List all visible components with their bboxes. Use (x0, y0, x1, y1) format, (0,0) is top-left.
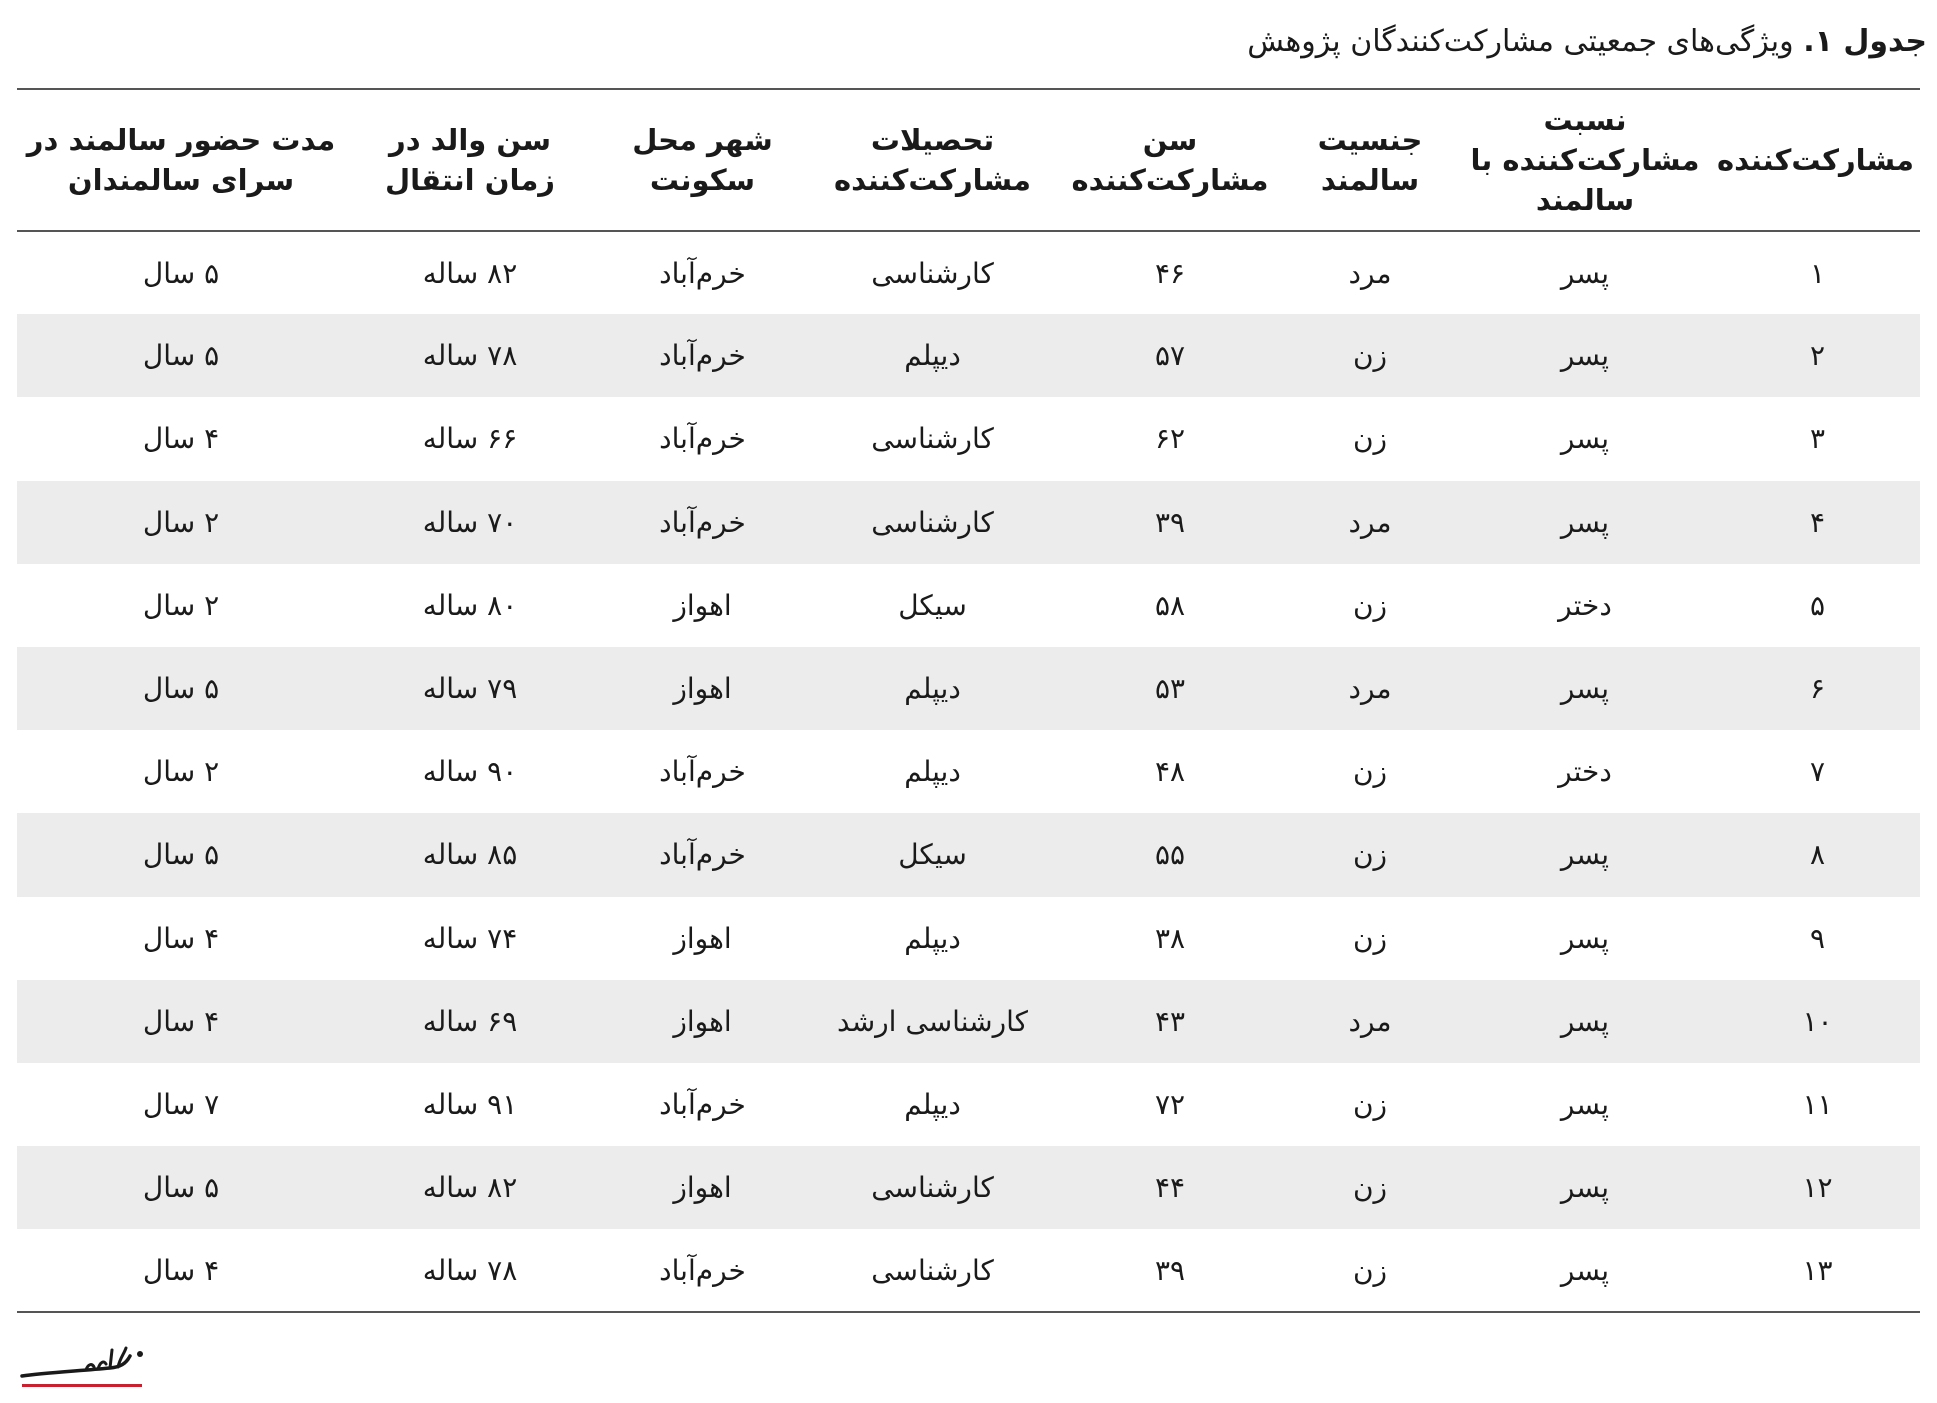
cell-education: کارشناسی ارشد (837, 1004, 1028, 1038)
cell-city: اهواز (673, 1171, 732, 1205)
cell-relation: دختر (1558, 588, 1612, 622)
cell-parent-age: ۷۰ ساله (422, 505, 518, 539)
table-row (17, 1063, 1920, 1146)
header-elder-gender: جنسیت سالمند (1285, 89, 1455, 231)
table-row (17, 813, 1920, 896)
table-row (17, 1146, 1920, 1229)
cell-participant-age: ۴۳ (1154, 1004, 1186, 1038)
cell-participant-age: ۶۲ (1154, 422, 1186, 456)
cell-parent-age: ۷۸ ساله (345, 1229, 595, 1312)
cell-elder-gender: زن (1285, 1229, 1455, 1312)
cell-parent-age: ۷۴ ساله (422, 921, 518, 955)
cell-stay-duration: ۵ سال (142, 1171, 220, 1205)
cell-participant: ۴ (1809, 505, 1826, 539)
cell-participant-age: ۵۷ (1154, 339, 1186, 373)
cell-city: خرم‌آباد (595, 1229, 810, 1312)
cell-participant: ۳ (1809, 422, 1826, 456)
cell-city: اهواز (673, 1004, 732, 1038)
header-participant: مشارکت‌کننده (1715, 89, 1920, 231)
cell-stay-duration: ۴ سال (142, 921, 220, 955)
caption-label: جدول ۱. (1803, 24, 1927, 59)
cell-parent-age: ۸۲ ساله (422, 1171, 518, 1205)
cell-elder-gender: زن (1352, 588, 1388, 622)
cell-relation: پسر (1560, 422, 1610, 456)
cell-stay-duration: ۷ سال (142, 1087, 220, 1121)
header-relation: نسبت مشارکت‌کننده با سالمند (1455, 89, 1715, 231)
cell-city: خرم‌آباد (659, 755, 746, 789)
cell-stay-duration: ۴ سال (142, 422, 220, 456)
table-row (17, 980, 1920, 1063)
header-participant-age: سن مشارکت‌کننده (1055, 89, 1285, 231)
table-row (17, 730, 1920, 813)
cell-education: دیپلم (904, 672, 961, 706)
cell-participant: ۵ (1809, 588, 1826, 622)
cell-education: سیکل (898, 838, 967, 872)
cell-relation: پسر (1560, 256, 1610, 290)
cell-parent-age: ۸۵ ساله (422, 838, 518, 872)
cell-participant: ۸ (1809, 838, 1826, 872)
cell-participant-age: ۳۹ (1154, 505, 1186, 539)
cell-elder-gender: مرد (1348, 1004, 1392, 1038)
cell-education: دیپلم (904, 921, 961, 955)
header-city: شهر محل سکونت (595, 89, 810, 231)
cell-parent-age: ۶۶ ساله (422, 422, 518, 456)
table-caption (1247, 22, 1927, 62)
cell-participant: ۷ (1809, 755, 1826, 789)
cell-elder-gender: مرد (1348, 256, 1392, 290)
cell-stay-duration: ۵ سال (142, 838, 220, 872)
cell-elder-gender: زن (1352, 1171, 1388, 1205)
cell-elder-gender: مرد (1348, 672, 1392, 706)
cell-relation: پسر (1560, 1171, 1610, 1205)
cell-stay-duration: ۲ سال (142, 588, 220, 622)
cell-participant-age: ۵۵ (1154, 838, 1186, 872)
cell-elder-gender: زن (1352, 921, 1388, 955)
cell-city: اهواز (673, 588, 732, 622)
cell-participant-age: ۵۳ (1154, 672, 1186, 706)
cell-parent-age: ۹۱ ساله (422, 1087, 518, 1121)
cell-relation: پسر (1560, 1004, 1610, 1038)
logo-script-stroke (22, 1356, 130, 1376)
cell-parent-age: ۸۰ ساله (422, 588, 518, 622)
cell-stay-duration: ۵ سال (142, 672, 220, 706)
cell-elder-gender: زن (1352, 1087, 1388, 1121)
table-row (17, 231, 1920, 314)
cell-city: اهواز (673, 672, 732, 706)
cell-relation: پسر (1455, 1229, 1715, 1312)
cell-participant: ۶ (1809, 672, 1826, 706)
cell-stay-duration: ۵ سال (142, 339, 220, 373)
cell-participant: ۹ (1809, 921, 1826, 955)
cell-relation: پسر (1560, 339, 1610, 373)
cell-participant: ۱۰ (1802, 1004, 1833, 1038)
cell-elder-gender: زن (1352, 838, 1388, 872)
cell-parent-age: ۷۸ ساله (422, 339, 518, 373)
logo-accent-bar (22, 1384, 142, 1387)
cell-relation: پسر (1560, 672, 1610, 706)
salmand-logo (18, 1340, 148, 1390)
cell-participant: ۱ (1809, 256, 1826, 290)
cell-participant-age: ۴۴ (1154, 1171, 1186, 1205)
cell-parent-age: ۷۹ ساله (422, 672, 518, 706)
cell-city: خرم‌آباد (659, 1087, 746, 1121)
cell-parent-age: ۹۰ ساله (422, 755, 518, 789)
cell-participant: ۱۲ (1802, 1171, 1833, 1205)
cell-participant-age: ۳۹ (1055, 1229, 1285, 1312)
cell-education: دیپلم (904, 339, 961, 373)
cell-relation: پسر (1560, 1087, 1610, 1121)
logo-dot (137, 1351, 143, 1357)
table-header-row (17, 89, 1920, 231)
cell-stay-duration: ۴ سال (142, 1004, 220, 1038)
table-row (17, 564, 1920, 647)
cell-education: کارشناسی (871, 1171, 994, 1205)
cell-participant-age: ۷۲ (1154, 1087, 1186, 1121)
cell-stay-duration: ۲ سال (142, 505, 220, 539)
cell-stay-duration: ۵ سال (142, 256, 220, 290)
cell-relation: دختر (1558, 755, 1612, 789)
cell-participant-age: ۵۸ (1154, 588, 1186, 622)
header-stay-duration: مدت حضور سالمند در سرای سالمندان (17, 89, 345, 231)
cell-participant-age: ۴۸ (1154, 755, 1186, 789)
cell-elder-gender: زن (1352, 339, 1388, 373)
cell-education: کارشناسی (871, 505, 994, 539)
header-education: تحصیلات مشارکت‌کننده (810, 89, 1055, 231)
table-row (17, 647, 1920, 730)
header-parent-age: سن والد در زمان انتقال (345, 89, 595, 231)
cell-participant-age: ۳۸ (1154, 921, 1186, 955)
cell-city: خرم‌آباد (659, 838, 746, 872)
cell-relation: پسر (1560, 921, 1610, 955)
cell-participant-age: ۴۶ (1154, 256, 1186, 290)
cell-stay-duration: ۲ سال (142, 755, 220, 789)
cell-city: خرم‌آباد (659, 505, 746, 539)
cell-education: کارشناسی (810, 1229, 1055, 1312)
cell-elder-gender: مرد (1348, 505, 1392, 539)
table-row (17, 481, 1920, 564)
cell-parent-age: ۸۲ ساله (422, 256, 518, 290)
cell-stay-duration: ۴ سال (17, 1229, 345, 1312)
cell-city: خرم‌آباد (659, 256, 746, 290)
cell-education: کارشناسی (871, 422, 994, 456)
table-row (17, 1229, 1920, 1312)
table-row (17, 897, 1920, 980)
cell-participant: ۱۱ (1802, 1087, 1833, 1121)
cell-participant: ۱۳ (1715, 1229, 1920, 1312)
cell-education: سیکل (898, 588, 967, 622)
participants-table (17, 88, 1920, 1313)
cell-education: دیپلم (904, 1087, 961, 1121)
cell-parent-age: ۶۹ ساله (422, 1004, 518, 1038)
cell-city: اهواز (673, 921, 732, 955)
table-row (17, 314, 1920, 397)
table-row (17, 397, 1920, 480)
cell-elder-gender: زن (1352, 755, 1388, 789)
caption-text: ویژگی‌های جمعیتی مشارکت‌کنندگان پژوهش (1247, 24, 1794, 59)
cell-education: دیپلم (904, 755, 961, 789)
cell-relation: پسر (1560, 505, 1610, 539)
cell-city: خرم‌آباد (659, 422, 746, 456)
cell-elder-gender: زن (1352, 422, 1388, 456)
cell-city: خرم‌آباد (659, 339, 746, 373)
cell-education: کارشناسی (871, 256, 994, 290)
cell-participant: ۲ (1809, 339, 1826, 373)
cell-relation: پسر (1560, 838, 1610, 872)
